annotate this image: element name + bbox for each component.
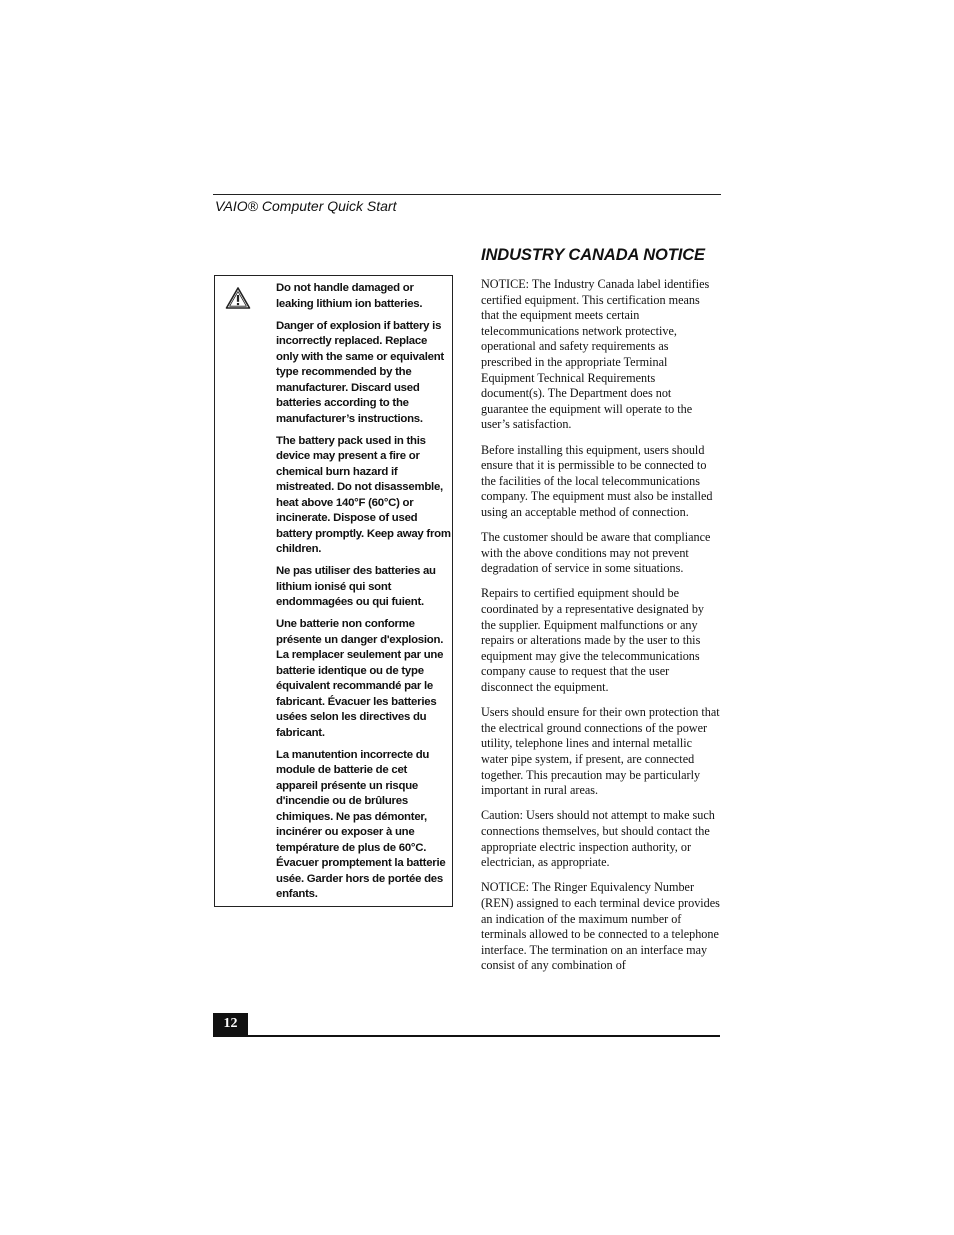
warning-paragraph: The battery pack used in this device may present a fire or chemical burn hazard if mistreated. Do not disassemble, heat above 140°F (60°C) or incinerate. Dispose of used battery promptly. Keep away from children.	[276, 434, 451, 555]
running-header: VAIO® Computer Quick Start	[215, 198, 397, 214]
body-paragraph: Before installing this equipment, users should ensure that it is permissible to be connected to the facilities of the local telecommunications company. The equipment must also be installed using an acceptable method of connection.	[481, 442, 713, 519]
section-title: INDUSTRY CANADA NOTICE	[481, 246, 705, 264]
warning-triangle-icon	[225, 286, 251, 310]
body-paragraph: The customer should be aware that compliance with the above conditions may not prevent degradation of service in some situations.	[481, 530, 711, 576]
warning-paragraph: La manutention incorrecte du module de batterie de cet appareil présente un risque d'incendie ou de brûlures chimiques. Ne pas démonter, incinérer ou exposer à une température de plus de 60°C. Évacuer promptement la batterie usée. Garder hors de portée des enfants.	[276, 748, 446, 900]
body-paragraph: NOTICE: The Industry Canada label identifies certified equipment. This certification means that the equipment meets certain telecommunications network protective, operational and safety requirements as prescribed in the appropriate Terminal Equipment Technical Requirements document(s). The Department does not guarantee the equipment will operate to the user’s satisfaction.	[481, 277, 710, 432]
body-paragraph: NOTICE: The Ringer Equivalency Number (REN) assigned to each terminal device provides an indication of the maximum number of terminals allowed to be connected to a telephone interface. The termination on an interface may consist of any combination of	[481, 880, 720, 973]
warning-box	[214, 275, 453, 907]
body-paragraph: Repairs to certified equipment should be coordinated by a representative designated by the supplier. Equipment malfunctions or any repairs or alterations made by the user to this equipment may give the telecommunications company cause to request that the user disconnect the equipment.	[481, 586, 705, 695]
warning-paragraph: Une batterie non conforme présente un danger d'explosion. La remplacer seulement par une batterie identique ou de type équivalent recommandé par le fabricant. Évacuer les batteries usées selon les directives du fabricant.	[276, 618, 444, 739]
notice-body	[481, 277, 721, 984]
header-rule	[213, 194, 721, 195]
warning-paragraph: Do not handle damaged or leaking lithium ion batteries.	[276, 282, 423, 310]
warning-paragraph: Ne pas utiliser des batteries au lithium ionisé qui sont endommagées ou qui fuient.	[276, 565, 436, 608]
warning-text	[276, 281, 451, 909]
warning-paragraph: Danger of explosion if battery is incorrectly replaced. Replace only with the same or equivalent type recommended by the manufacturer. Discard used batteries according to the manufacturer’s instructions.	[276, 319, 444, 425]
page-number-box	[213, 1013, 248, 1037]
page-number: 12	[223, 1016, 238, 1031]
body-paragraph: Caution: Users should not attempt to make such connections themselves, but should contact the appropriate electric inspection authority, or electrician, as appropriate.	[481, 808, 715, 870]
body-paragraph: Users should ensure for their own protection that the electrical ground connections of the power utility, telephone lines and internal metallic water pipe system, if present, are connected together. This precaution may be particularly important in rural areas.	[481, 705, 720, 798]
footer-rule	[213, 1035, 720, 1037]
